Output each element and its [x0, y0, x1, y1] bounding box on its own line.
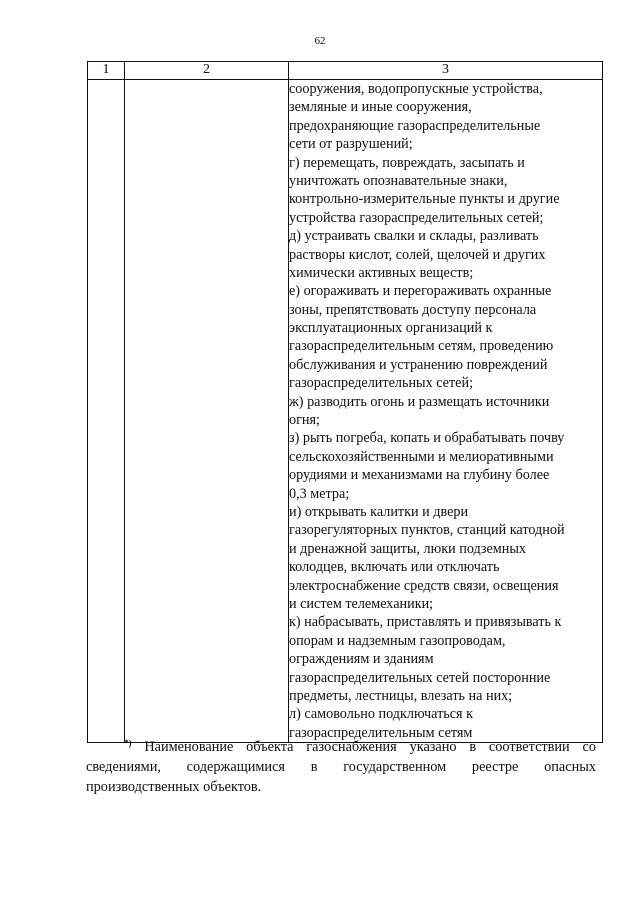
text-line: земляные и иные сооружения,	[289, 99, 472, 116]
text-line: з) рыть погреба, копать и обрабатывать почву	[289, 430, 565, 447]
text-line: газораспределительным сетям	[289, 724, 473, 741]
text-line: л) самовольно подключаться к	[289, 706, 474, 723]
column-header-2: 2	[125, 62, 289, 80]
text-line: 0,3 метра;	[289, 485, 350, 502]
text-line: сети от разрушений;	[289, 136, 413, 153]
column-header-1: 1	[88, 62, 125, 80]
text-line: д) устраивать свалки и склады, разливать	[289, 228, 539, 245]
column-header-3: 3	[289, 62, 603, 80]
text-line: и дренажной защиты, люки подземных	[289, 540, 526, 557]
text-line: газорегуляторных пунктов, станций катодной	[289, 522, 565, 539]
text-line: устройства газораспределительных сетей;	[289, 209, 544, 226]
footnote-line-1	[86, 733, 596, 757]
text-line: предохраняющие газораспределительные	[289, 117, 541, 134]
text-line: химически активных веществ;	[289, 264, 474, 281]
text-line: опорам и надземным газопроводам,	[289, 632, 506, 649]
text-line: зоны, препятствовать доступу персонала	[289, 301, 537, 318]
text-line: орудиями и механизмами на глубину более	[289, 467, 550, 484]
text-line: контрольно-измерительные пункты и другие	[289, 191, 560, 208]
text-line: г) перемещать, повреждать, засыпать и	[289, 154, 525, 171]
text-line: обслуживания и устранению повреждений	[289, 356, 548, 373]
text-line: и систем телемеханики;	[289, 595, 434, 612]
column-2-cell	[125, 80, 289, 743]
footnote-line-2: сведениями, содержащимися в государственном реестре опасных	[86, 759, 596, 775]
table-header-row	[88, 62, 603, 80]
text-line: ограждениям и зданиям	[289, 651, 434, 668]
footnote-line-3: производственных объектов.	[86, 779, 262, 795]
text-line: огня;	[289, 412, 320, 429]
content-table	[87, 61, 603, 743]
text-line: эксплуатационных организаций к	[289, 320, 493, 337]
text-line: предметы, лестницы, влезать на них;	[289, 687, 513, 704]
text-line: газораспределительных сетей;	[289, 375, 474, 392]
text-line: е) огораживать и перегораживать охранные	[289, 283, 552, 300]
page-number: 62	[314, 35, 326, 47]
footnote	[86, 733, 596, 797]
text-line: газораспределительным сетям, проведению	[289, 338, 554, 355]
footnote-text-1: Наименование объекта газоснабжения указано в соответствии со	[144, 739, 597, 755]
text-line: газораспределительных сетей посторонние	[289, 669, 551, 686]
column-1-cell	[88, 80, 125, 743]
text-line: ж) разводить огонь и размещать источники	[289, 393, 550, 410]
table-row	[88, 80, 603, 743]
text-line: колодцев, включать или отключать	[289, 559, 500, 576]
text-line: уничтожать опознавательные знаки,	[289, 172, 508, 189]
text-line: сельскохозяйственными и мелиоративными	[289, 448, 554, 465]
text-line: к) набрасывать, приставлять и привязывать к	[289, 614, 562, 631]
text-line: и) открывать калитки и двери	[289, 503, 469, 520]
footnote-mark: *)	[124, 738, 132, 748]
column-3-cell	[289, 80, 603, 743]
text-line: растворы кислот, солей, щелочей и других	[289, 246, 546, 263]
text-line: сооружения, водопропускные устройства,	[289, 81, 543, 97]
text-line: электроснабжение средств связи, освещения	[289, 577, 559, 594]
